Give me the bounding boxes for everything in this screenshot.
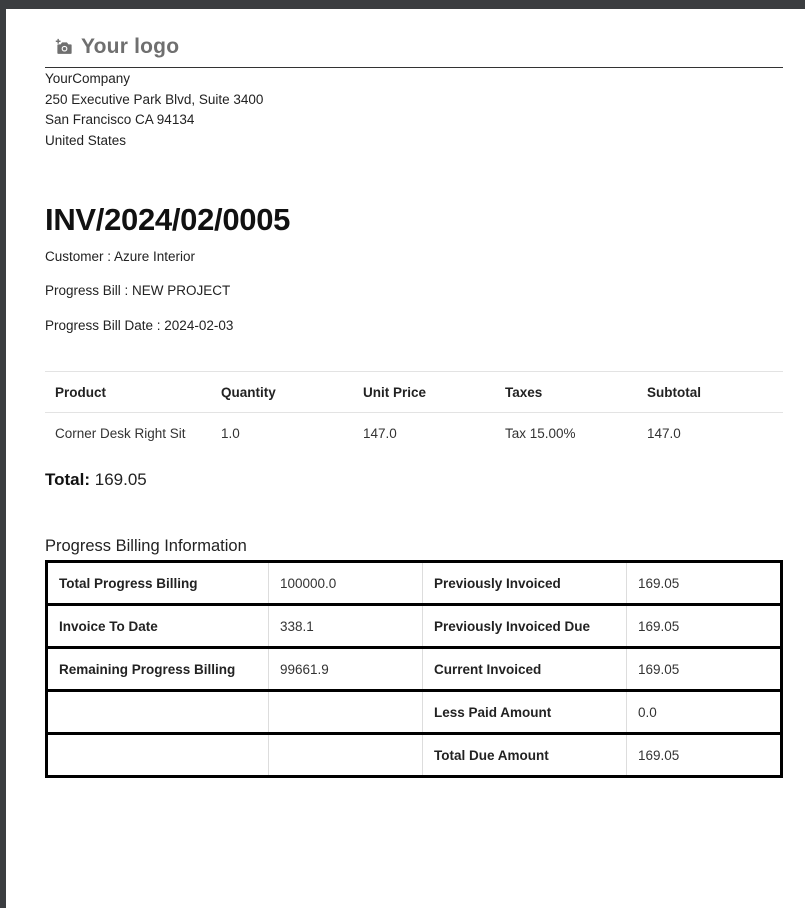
table-row (47, 691, 782, 734)
value-less-paid-amount: 0.0 (627, 691, 782, 734)
label-previously-invoiced-due: Previously Invoiced Due (423, 605, 627, 648)
header-unit-price: Unit Price (353, 372, 495, 413)
cell-product: Corner Desk Right Sit (55, 425, 186, 441)
value-total-progress-billing: 100000.0 (269, 562, 423, 605)
cell-subtotal: 147.0 (647, 425, 681, 441)
company-address (45, 69, 263, 151)
label-less-paid-amount: Less Paid Amount (423, 691, 627, 734)
table-row (47, 562, 782, 605)
logo-text: Your logo (81, 35, 180, 58)
value-invoice-to-date: 338.1 (269, 605, 423, 648)
label-invoice-to-date: Invoice To Date (47, 605, 269, 648)
table-row (47, 648, 782, 691)
company-logo (55, 33, 179, 61)
cell-unit-price: 147.0 (363, 425, 397, 441)
progress-bill-date-line: Progress Bill Date : 2024-02-03 (45, 318, 234, 333)
table-row (47, 605, 782, 648)
label-remaining-progress-billing: Remaining Progress Billing (47, 648, 269, 691)
empty-cell (47, 734, 269, 777)
value-previously-invoiced-due: 169.05 (627, 605, 782, 648)
cell-quantity: 1.0 (221, 425, 240, 441)
header-divider (45, 67, 783, 68)
viewer-top-bar (0, 0, 805, 9)
product-table-header (45, 372, 783, 413)
label-current-invoiced: Current Invoiced (423, 648, 627, 691)
cell-taxes: Tax 15.00% (505, 425, 576, 441)
camera-plus-icon (55, 38, 74, 57)
table-row (45, 413, 783, 454)
label-total-progress-billing: Total Progress Billing (47, 562, 269, 605)
value-previously-invoiced: 169.05 (638, 575, 680, 591)
header-subtotal: Subtotal (637, 372, 783, 413)
header-product: Product (45, 372, 211, 413)
empty-cell (269, 734, 423, 777)
table-row (47, 734, 782, 777)
document-page (6, 9, 805, 908)
value-total-due-amount: 169.05 (627, 734, 782, 777)
value-current-invoiced: 169.05 (627, 648, 782, 691)
total-label: Total: (45, 470, 91, 489)
product-table (45, 371, 783, 453)
company-name: YourCompany (45, 71, 131, 86)
header-quantity: Quantity (211, 372, 353, 413)
progress-bill-line: Progress Bill : NEW PROJECT (45, 283, 231, 298)
invoice-total (45, 470, 147, 490)
header-taxes: Taxes (495, 372, 637, 413)
company-city: San Francisco CA 94134 (45, 112, 195, 127)
empty-cell (269, 691, 423, 734)
company-street: 250 Executive Park Blvd, Suite 3400 (45, 91, 264, 107)
label-previously-invoiced: Previously Invoiced (423, 562, 627, 605)
value-remaining-progress-billing: 99661.9 (269, 648, 423, 691)
invoice-number: INV/2024/02/0005 (45, 202, 291, 237)
empty-cell (47, 691, 269, 734)
company-country: United States (45, 132, 127, 148)
progress-billing-table (45, 560, 783, 778)
total-value: 169.05 (94, 470, 147, 489)
label-total-due-amount: Total Due Amount (423, 734, 627, 777)
customer-line: Customer : Azure Interior (45, 249, 196, 264)
progress-billing-title: Progress Billing Information (45, 537, 247, 555)
